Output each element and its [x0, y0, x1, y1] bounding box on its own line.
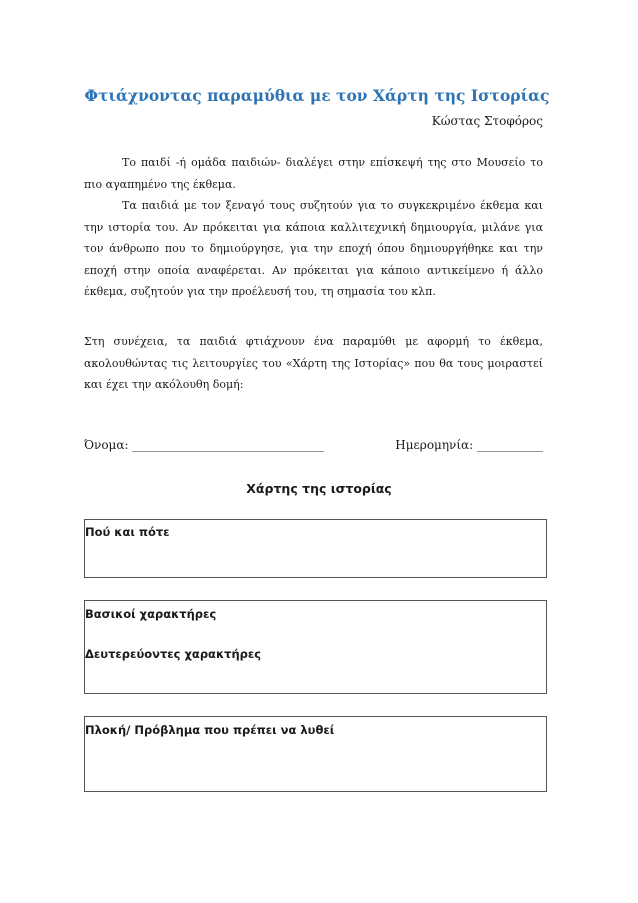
- plot-problem-box[interactable]: [84, 716, 547, 792]
- paragraph-instructions: Στη συνέχεια, τα παιδιά φτιάχνουν ένα παραμύθι με αφορμή το έκθεμα, ακολουθώντας τις λειτουργίες του «Χάρτη της Ιστορίας» που θα τους μοιραστεί και έχει την ακόλουθη δομή:: [84, 335, 543, 391]
- story-map-title: Χάρτης της ιστορίας: [246, 481, 392, 496]
- name-date-line: [84, 438, 543, 452]
- document-title: Φτιάχνοντας παραμύθια με τον Χάρτη της Ιστορίας: [84, 86, 550, 105]
- paragraph-discussion: [84, 195, 543, 303]
- paragraph-intro: [84, 152, 543, 195]
- plot-problem-label: Πλοκή/ Πρόβλημα που πρέπει να λυθεί: [85, 723, 335, 737]
- date-field[interactable]: Ημερομηνία: ___________: [395, 438, 543, 452]
- name-field[interactable]: Όνομα: ________________________________: [84, 438, 325, 452]
- where-when-label: Πού και πότε: [85, 525, 170, 539]
- characters-box[interactable]: [84, 600, 547, 694]
- paragraph-discussion-text: Τα παιδιά με τον ξεναγό τους συζητούν για το συγκεκριμένο έκθεμα και την ιστορία του. Αν πρόκειται για κάποια καλλιτεχνική δημιουργία, μιλάνε για τον άνθρωπο που το δημιούργησε, για την εποχή όπου δημιουργήθηκε και την εποχή στην οποία αναφέρεται. Αν πρόκειται για κάποιο αντικείμενο ή άλλο έκθεμα, συζητούν για την προέλευσή του, τη σημασία του κλπ.: [84, 199, 543, 298]
- paragraph-intro-text: Το παιδί -ή ομάδα παιδιών- διαλέγει στην επίσκεψή της στο Μουσείο το πιο αγαπημένο της έκθεμα.: [84, 156, 543, 191]
- where-when-box[interactable]: [84, 519, 547, 578]
- author-name: Κώστας Στοφόρος: [431, 114, 543, 128]
- main-characters-label: Βασικοί χαρακτήρες: [85, 607, 217, 621]
- secondary-characters-label: Δευτερεύοντες χαρακτήρες: [85, 647, 262, 661]
